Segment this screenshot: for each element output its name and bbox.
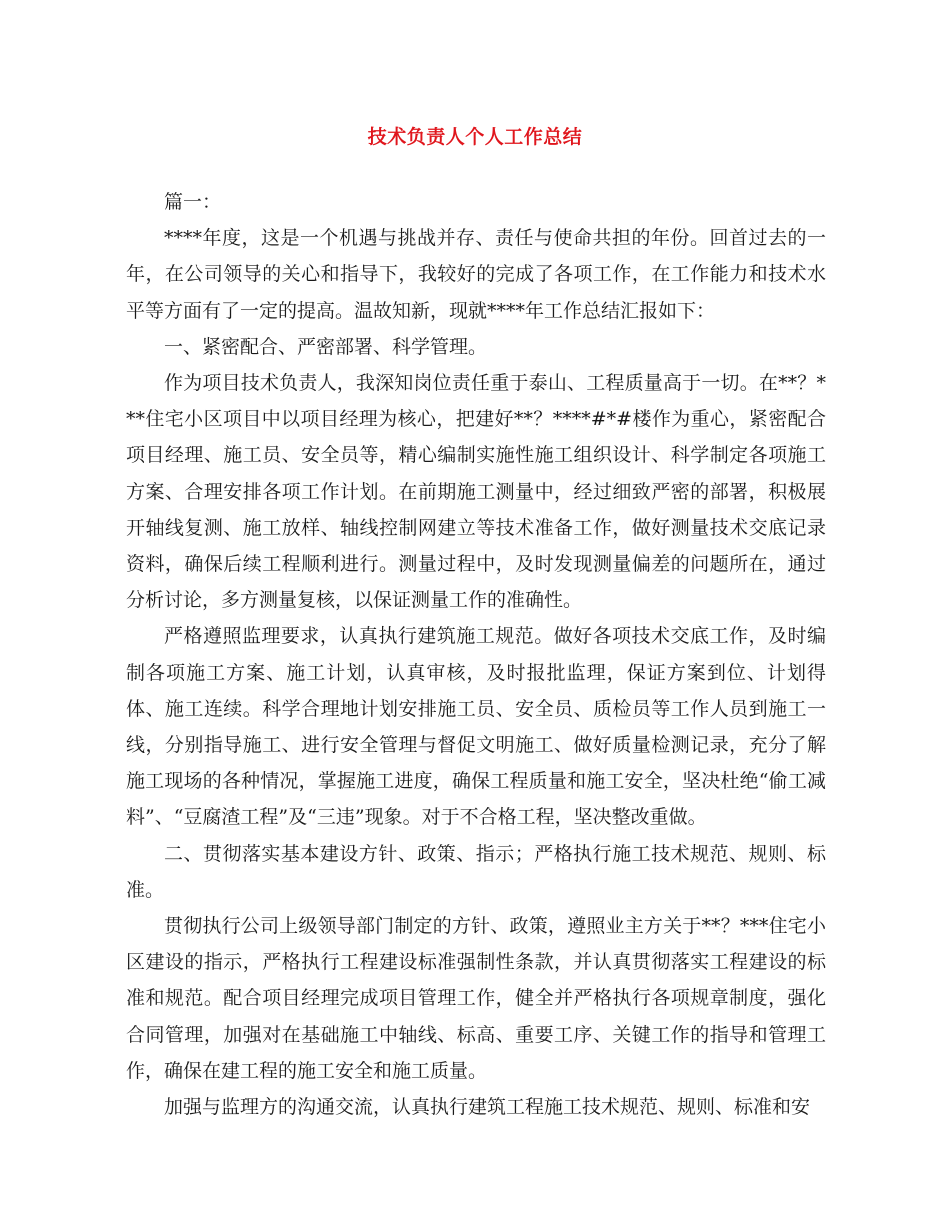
document-title: 技术负责人个人工作总结	[367, 126, 583, 148]
paragraph: 加强与监理方的沟通交流，认真执行建筑工程施工技术规范、规则、标准和安	[164, 1096, 811, 1119]
paragraph: 贯彻执行公司上级领导部门制定的方针、政策，遵照业主方关于**？***住宅小区建设的指示，严格执行工程建设标准强制性条款，并认真贯彻落实工程建设的标准和规范。配合项目经理完成项目管理工作，健全并严格执行各项规章制度，强化合同管理，加强对在基础施工中轴线、标高、重要工序、关键工作的指导和管理工作，确保在建工程的施工安全和施工质量。	[126, 915, 826, 1082]
paragraph-heading: 篇一：	[164, 191, 222, 213]
paragraph: 作为项目技术负责人，我深知岗位责任重于泰山、工程质量高于一切。在**？***住宅小区项目中以项目经理为核心，把建好**？****#*#楼作为重心，紧密配合项目经理、施工员、安全员等，精心编制实施性施工组织设计、科学制定各项施工方案、合理安排各项工作计划。在前期施工测量中，经过细致严密的部署，积极展开轴线复测、施工放样、轴线控制网建立等技术准备工作，做好测量技术交底记录资料，确保后续工程顺利进行。测量过程中，及时发现测量偏差的问题所在，通过分析讨论，多方测量复核，以保证测量工作的准确性。	[126, 372, 826, 612]
paragraph: 严格遵照监理要求，认真执行建筑施工规范。做好各项技术交底工作，及时编制各项施工方案、施工计划，认真审核，及时报批监理，保证方案到位、计划得体、施工连续。科学合理地计划安排施工员、安全员、质检员等工作人员到施工一线，分别指导施工、进行安全管理与督促文明施工、做好质量检测记录，充分了解施工现场的各种情况，掌握施工进度，确保工程质量和施工安全，坚决杜绝“偷工减料”、“豆腐渣工程”及“三违”现象。对于不合格工程，坚决整改重做。	[126, 625, 826, 829]
document-body	[126, 184, 826, 1125]
section-heading: 一、紧密配合、严密部署、科学管理。	[164, 335, 488, 358]
section-heading: 二、贯彻落实基本建设方针、政策、指示；严格执行施工技术规范、规则、标准。	[126, 842, 826, 901]
paragraph: ****年度，这是一个机遇与挑战并存、责任与使命共担的年份。回首过去的一年，在公司领导的关心和指导下，我较好的完成了各项工作，在工作能力和技术水平等方面有了一定的提高。温故知新，现就****年工作总结汇报如下：	[126, 227, 826, 322]
